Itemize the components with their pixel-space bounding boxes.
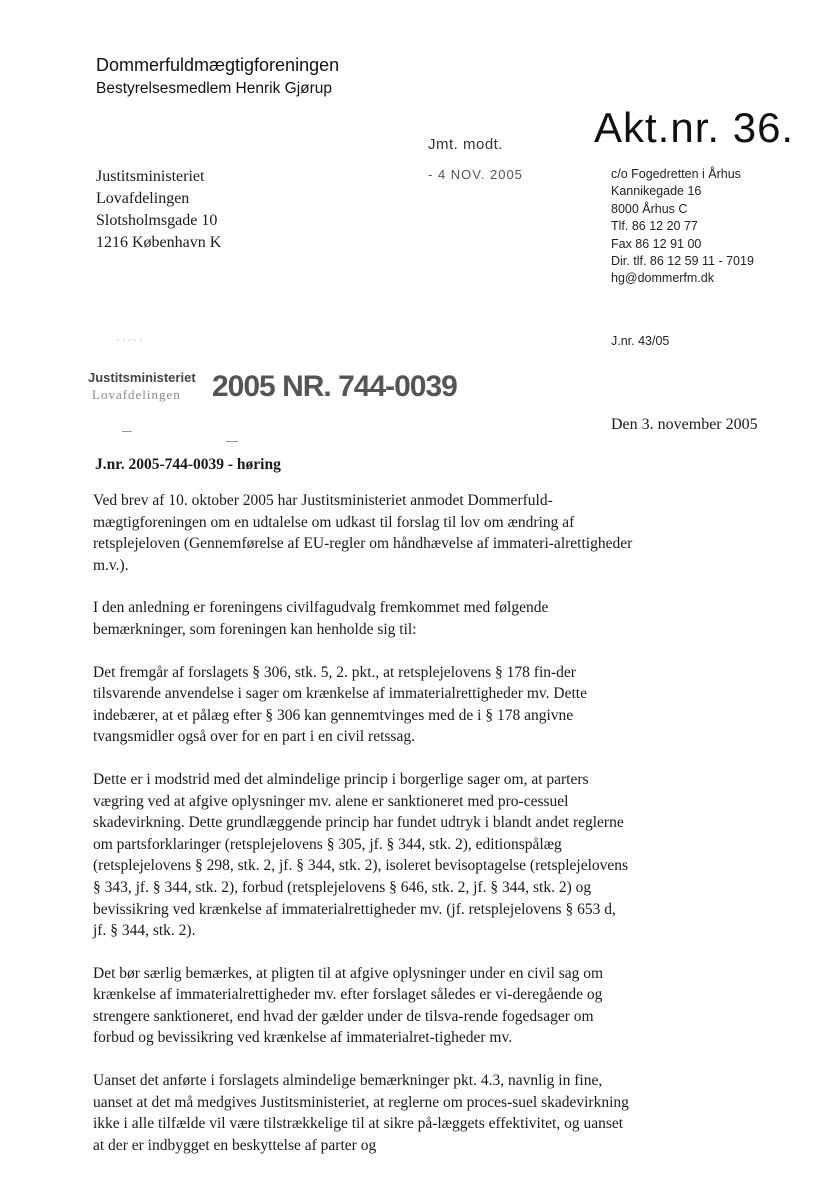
sender-line: Dir. tlf. 86 12 59 11 - 7019 <box>611 254 754 269</box>
akt-number: Akt.nr. 36. <box>594 104 795 151</box>
sender-line: Tlf. 86 12 20 77 <box>611 219 698 234</box>
body-paragraph: Ved brev af 10. oktober 2005 har Justitsministeriet anmodet Dommerfuld-mægtigforeningen om en udtalelse om udkast til forslag til lov om ændring af retsplejeloven (Gennemførelse af EU-regler om håndhævelse af immateri-alrettigheder m.v.). <box>93 492 633 574</box>
sender-address <box>611 166 754 288</box>
body-paragraph: Dette er i modstrid med det almindelige princip i borgerlige sager om, at parters vægring ved at afgive oplysninger mv. alene er sanktioneret med pro-cessuel skadevirkning. Dette grundlæggende princip har fundet udtryk i blandt andet reglerne om partsforklaringer (retsplejelovens § 305, jf. § 344, stk. 2), editionspålæg (retsplejelovens § 298, stk. 2, jf. § 344, stk. 2), isoleret bevisoptagelse (retsplejelovens § 343, jf. § 344, stk. 2), forbud (retsplejelovens § 646, stk. 2, jf. § 344, stk. 2) og bevissikring ved krænkelse af immaterialrettigheder mv. (jf. retsplejelovens § 653 d, jf. § 344, stk. 2). <box>93 770 629 940</box>
received-stamp-date: - 4 NOV. 2005 <box>428 167 523 182</box>
sender-line: Fax 86 12 91 00 <box>611 236 702 251</box>
scan-speck: · · · · · <box>116 336 143 347</box>
received-stamp-label: Jmt. modt. <box>428 136 504 153</box>
recipient-line: Justitsministeriet <box>96 168 205 185</box>
subject-line: J.nr. 2005-744-0039 - høring <box>95 456 281 473</box>
body-paragraph: I den anledning er foreningens civilfagudvalg fremkommet med følgende bemærkninger, som foreningen kan henholde sig til: <box>93 599 549 638</box>
body-paragraph: Det bør særlig bemærkes, at pligten til at afgive oplysninger under en civil sag om krænkelse af immaterialrettigheder mv. efter forslaget således er vi-deregående og strengere sanktioneret, end hvad der gælder under de tilsva-rende fogedsager om forbud og bevissikring ved krænkelse af immaterialret-tigheder mv. <box>93 964 604 1047</box>
recipient-address <box>96 166 221 254</box>
scan-mark <box>226 441 238 442</box>
recipient-line: Lovafdelingen <box>96 190 190 207</box>
sender-line: Kannikegade 16 <box>611 184 702 199</box>
receipt-stamp-number: 2005 NR. 744-0039 <box>212 370 457 403</box>
sender-reference: J.nr. 43/05 <box>611 334 670 348</box>
board-member-line: Bestyrelsesmedlem Henrik Gjørup <box>96 80 333 97</box>
organization-name: Dommerfuldmægtigforeningen <box>96 55 340 75</box>
recipient-line: Slotsholmsgade 10 <box>96 212 218 229</box>
body-paragraph: Uanset det anførte i forslagets almindelige bemærkninger pkt. 4.3, navnlig in fine, uanset at det må medgives Justitsministeriet, at reglerne om proces-suel skadevirkning ikke i alle tilfælde vil være tilstrækkelige til at sikre på-læggets effektivitet, og uanset at der er indbygget en beskyttelse af parter og <box>93 1072 629 1154</box>
receipt-stamp-department: Lovafdelingen <box>92 387 181 402</box>
recipient-line: 1216 København K <box>96 234 222 251</box>
letter-body <box>93 490 633 1177</box>
sender-line: c/o Fogedretten i Århus <box>611 167 741 181</box>
received-stamp <box>428 136 523 182</box>
scan-mark <box>122 431 132 432</box>
body-paragraph: Det fremgår af forslagets § 306, stk. 5, 2. pkt., at retsplejelovens § 178 fin-der tilsvarende anvendelse i sager om krænkelse af immaterialrettigheder mv. Dette indebærer, at et pålæg efter § 306 kan gennemtvinges med de i § 178 angivne tvangsmidler også over for en part i en civil retssag. <box>93 663 587 746</box>
sender-line: 8000 Århus C <box>611 201 688 216</box>
letter-date: Den 3. november 2005 <box>611 416 758 433</box>
sender-email: hg@dommerfm.dk <box>611 271 714 286</box>
letterhead <box>96 54 339 100</box>
receipt-stamp-ministry: Justitsministeriet <box>88 370 196 385</box>
